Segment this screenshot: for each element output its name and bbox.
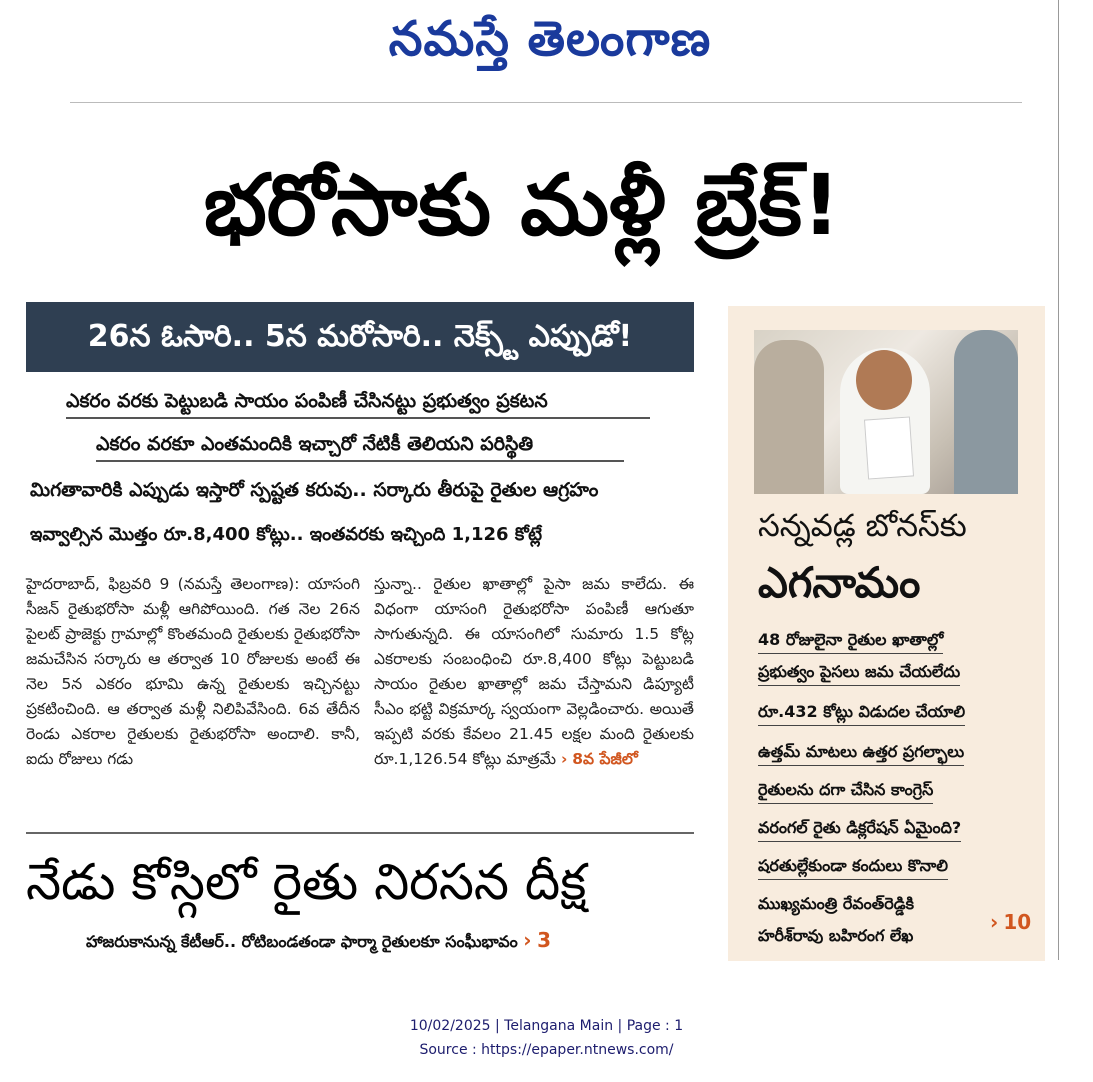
right-divider: [1058, 0, 1059, 960]
sidebar-photo: [754, 330, 1018, 494]
sidebar-page-ref[interactable]: 10: [1003, 910, 1032, 934]
sidebar-page-ref-arrow-icon: ›: [990, 910, 999, 934]
photo-person-face: [856, 350, 912, 410]
top-divider: [70, 102, 1022, 103]
second-story-subline-text: హాజరుకానున్న కేటీఆర్.. రోటిబండతండా ఫార్మా రైతులకూ సంఘీభావం: [86, 932, 518, 951]
highlight-point-3: మిగతావారికి ఎప్పుడు ఇస్తారో స్పష్టత కరువు.. సర్కారు తీరుపై రైతుల ఆగ్రహం: [30, 479, 599, 501]
sidebar-line-9: హరీశ్‌రావు బహిరంగ లేఖ: [758, 926, 914, 945]
sidebar-line-4: ఉత్తమ్ మాటలు ఉత్తర ప్రగల్భాలు: [758, 742, 964, 766]
article-column-2: [374, 572, 694, 822]
sidebar-line-2: ప్రభుత్వం పైసలు జమ చేయలేదు: [758, 662, 960, 686]
sidebar-page-ref-wrap: [990, 910, 1031, 934]
photo-bg-person-left: [754, 340, 824, 494]
sidebar-headline-top: సన్నవడ్ల బోనస్‌కు: [758, 508, 967, 544]
photo-bg-person-right: [954, 330, 1018, 494]
footer-date-edition: 10/02/2025 | Telangana Main | Page : 1: [409, 1018, 684, 1034]
page-ref-arrow-icon: ›: [523, 928, 532, 952]
sidebar-line-3: రూ.432 కోట్లు విడుదల చేయాలి: [758, 702, 965, 726]
continued-label[interactable]: 8వ పేజీలో: [572, 750, 638, 768]
second-story-page-ref[interactable]: 3: [537, 928, 552, 952]
second-story-headline: నేడు కోస్గిలో రైతు నిరసన దీక్ష: [26, 853, 587, 911]
sidebar-line-8: ముఖ్యమంత్రి రేవంత్‌రెడ్డికి: [758, 894, 914, 913]
highlight-point-2: ఎకరం వరకూ ఎంతమందికి ఇచ్చారో నేటికీ తెలియని పరిస్థితి: [96, 433, 624, 462]
main-headline: భరోసాకు మళ్లీ బ్రేక్!: [203, 156, 841, 254]
sidebar-line-5: రైతులను దగా చేసిన కాంగ్రెస్: [758, 780, 933, 804]
sidebar-headline-main: ఎగనామం: [758, 558, 921, 607]
footer-source[interactable]: Source : https://epaper.ntnews.com/: [419, 1042, 674, 1058]
story-divider: [26, 832, 694, 834]
highlight-point-4: ఇవ్వాల్సిన మొత్తం రూ.8,400 కోట్లు.. ఇంతవరకు ఇచ్చింది 1,126 కోట్లే: [30, 524, 543, 545]
sidebar-line-1: 48 రోజులైనా రైతుల ఖాతాల్లో: [758, 630, 943, 654]
article-column-2-text: స్తున్నా.. రైతుల ఖాతాల్లో పైసా జమ కాలేదు. ఈ విధంగా యాసంగి రైతుభరోసా పంపిణీ ఆగుతూ సాగుతున్నది. ఈ యాసంగిలో సుమారు 1.5 కోట్ల ఎకరాలకు సంబంధించి రూ.8,400 కోట్లు పెట్టుబడి సాయం రైతుల ఖాతాల్లో జమ చేస్తామని డిప్యూటీ సీఎం భట్టి విక్రమార్క స్వయంగా వెల్లడించారు. అయితే ఇప్పటి వరకు కేవలం 21.45 లక్షల మంది రైతులకు రూ.1,126.54 కోట్లు మాత్రమే: [374, 575, 694, 768]
sidebar-line-7: షరతుల్లేకుండా కందులు కొనాలి: [758, 856, 948, 880]
article-column-1: హైదరాబాద్, ఫిబ్రవరి 9 (నమస్తే తెలంగాణ): యాసంగి సీజన్ రైతుభరోసా మళ్లీ ఆగిపోయింది. గత నెల 26న పైలట్ ప్రాజెక్టు గ్రామాల్లో కొంతమంది రైతులకు రైతుభరోసా జమచేసిన సర్కారు ఆ తర్వాత 10 రోజులకు అంటే ఈ నెల 5న ఎకరం భూమి ఉన్న రైతులకు ఇచ్చినట్టు ప్రకటించింది. ఆ తర్వాత మళ్లీ నిలిపివేసింది. 6వ తేదీన రెండు ఎకరాల రైతులకు రైతుభరోసా అందాలి. కానీ, ఐదు రోజులు గడు: [26, 575, 360, 768]
masthead-logo: నమస్తే తెలంగాణ: [388, 11, 712, 67]
second-story-subline: [86, 928, 666, 955]
photo-letter: [864, 416, 914, 479]
highlight-point-1: ఎకరం వరకు పెట్టుబడి సాయం పంపిణీ చేసినట్టు ప్రభుత్వం ప్రకటన: [66, 390, 650, 419]
subheadline-bar: 26న ఓసారి.. 5న మరోసారి.. నెక్స్ట్ ఎప్పుడో!: [26, 302, 694, 372]
continued-arrow-icon: ›: [560, 750, 568, 768]
sidebar-line-6: వరంగల్ రైతు డిక్లరేషన్ ఏమైంది?: [758, 818, 961, 842]
